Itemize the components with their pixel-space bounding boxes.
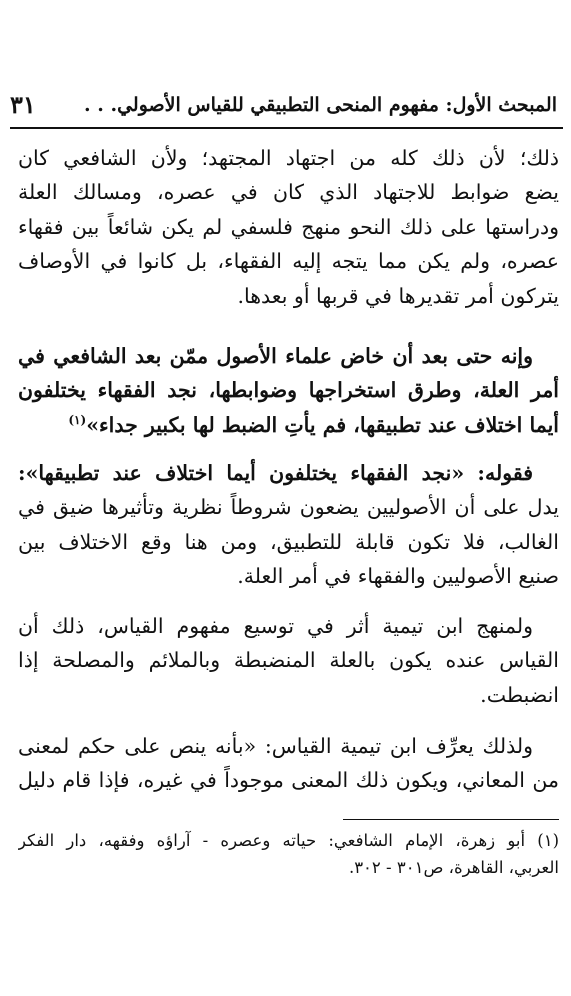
text-line: القياس عنده يكون بالعلة المنضبطة وبالملائم والمصلحة إذا xyxy=(18,648,559,673)
footnote-line: العربي، القاهرة، ص٣٠١ - ٣٠٢. xyxy=(348,858,559,877)
footnote-rule xyxy=(343,819,559,820)
footnote-line: (١) أبو زهرة، الإمام الشافعي: حياته وعصره - آراؤه وفقهه، دار الفكر xyxy=(18,831,559,850)
quoted-phrase: فقوله: «نجد الفقهاء يختلفون أيما اختلاف عند تطبيقها»: xyxy=(18,461,533,485)
text-line: عصره، ولم يكن مما يتجه إليه الفقهاء، بل كانوا في الأوصاف xyxy=(18,249,559,274)
text-line: صنيع الأصوليين والفقهاء في أمر العلة. xyxy=(237,564,559,589)
text-line: انضبطت. xyxy=(480,682,559,707)
paragraph-5 xyxy=(18,729,559,798)
running-title: المبحث الأول: مفهوم المنحى التطبيقي للقياس الأصولي. . . xyxy=(84,94,557,116)
text-line: ولمنهج ابن تيمية أثر في توسيع مفهوم القياس، ذلك أن xyxy=(18,614,533,638)
paragraph-1 xyxy=(18,141,559,313)
text-line: من المعاني، ويكون ذلك المعنى موجوداً في غيره، فإذا قام دليل xyxy=(18,768,559,793)
footnote-ref: (١) xyxy=(68,412,87,427)
text-line: ذلك؛ لأن ذلك كله من اجتهاد المجتهد؛ ولأن الشافعي كان xyxy=(18,146,559,170)
quote-text: أيما اختلاف عند تطبيقها، فم يأتِ الضبط لها بكبير جداء» xyxy=(86,412,559,437)
text-line: وإنه حتى بعد أن خاض علماء الأصول ممّن بعد الشافعي في xyxy=(18,344,533,368)
header-rule xyxy=(10,127,563,129)
text-line: يدل على أن الأصوليين يضعون شروطاً نظرية وتأثيرها ضيق في xyxy=(18,495,559,520)
text-line: يضع ضوابط للاجتهاد الذي كان في عصره، ومسالك العلة xyxy=(18,180,559,205)
text-line: يتركون أمر تقديرها في قربها أو بعدها. xyxy=(237,283,559,308)
text-line: ودراستها على ذلك النحو منهج فلسفي لم يكن شائعاً بين فقهاء xyxy=(18,214,559,239)
page-header xyxy=(10,88,559,124)
text-line: أمر العلة، وطرق استخراجها وضوابطها، نجد الفقهاء يختلفون xyxy=(18,378,559,403)
paragraph-4 xyxy=(18,609,559,712)
text-line xyxy=(18,408,559,442)
page-number: ٣١ xyxy=(10,90,36,119)
paragraph-3 xyxy=(18,456,559,594)
text-line: الغالب، فلا تكون قابلة للتطبيق، ومن هنا وقع الاختلاف بين xyxy=(18,529,559,554)
footnote xyxy=(18,827,559,881)
paragraph-2-quote xyxy=(18,339,559,442)
text-line: ولذلك يعرِّف ابن تيمية القياس: «بأنه ينص على حكم لمعنى xyxy=(18,734,533,758)
